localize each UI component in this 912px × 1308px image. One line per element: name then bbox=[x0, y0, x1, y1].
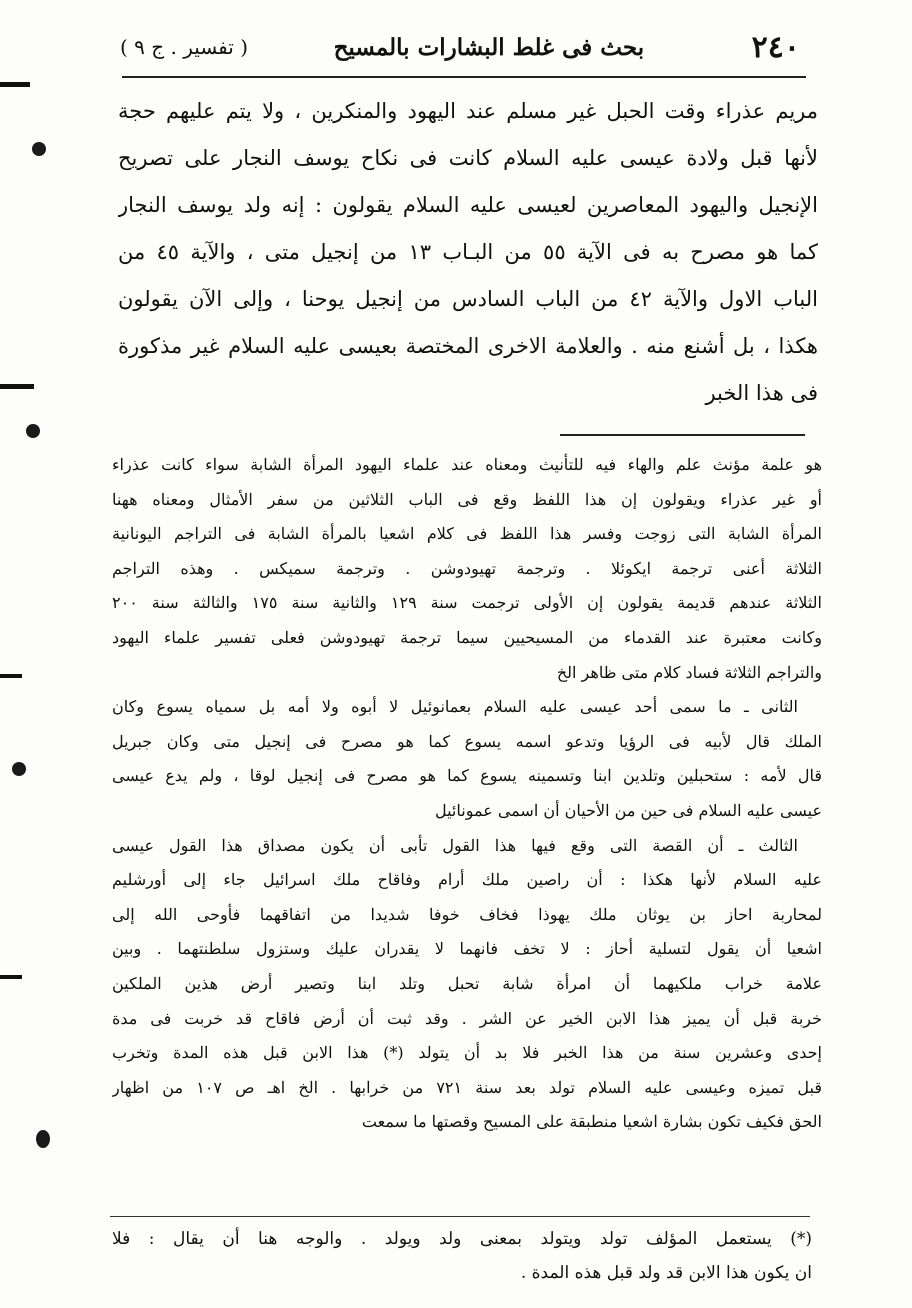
note-line: الملك قال لأبيه فى الرؤيا وتدعو اسمه يسوع كما هو مصرح فى إنجيل متى وكان جبريل bbox=[112, 731, 822, 751]
text-line: لأنها قبل ولادة عيسى عليه السلام كانت فى نكاح يوسف النجار على تصريح bbox=[118, 146, 818, 170]
note-line: والتراجم الثلاثة فساد كلام متى ظاهر الخ bbox=[556, 662, 822, 682]
note-line: قبل تميزه وعيسى عليه السلام تولد بعد سنة ٧٢١ من خرابها . الخ اهـ ص ١٠٧ من اظهار bbox=[112, 1077, 822, 1097]
note-line: الثلاثة أعنى ترجمة ايكوئلا . وترجمة تهيودوشن . وترجمة سميكس . وهذه التراجم bbox=[112, 558, 822, 578]
footnote bbox=[112, 1222, 812, 1290]
main-text bbox=[118, 88, 818, 417]
header-rule bbox=[122, 76, 806, 78]
text-line: مريم عذراء وقت الحبل غير مسلم عند اليهود والمنكرين ، ولا يتم عليهم حجة bbox=[118, 99, 818, 123]
page-number: ٢٤٠ bbox=[751, 29, 800, 65]
note-line: الحق فكيف تكون بشارة اشعيا منطبقة على المسيح وقصتها ما سمعت bbox=[361, 1112, 822, 1132]
text-line: الباب الاول والآية ٤٢ من الباب السادس من إنجيل يوحنا ، وإلى الآن يقولون bbox=[118, 287, 818, 311]
note-line: عيسى عليه السلام فى حين من الأحيان أن اسمى عمونائيل bbox=[434, 800, 822, 820]
text-line: هكذا ، بل أشنع منه . والعلامة الاخرى المختصة بعيسى عليه السلام غير مذكورة bbox=[118, 334, 818, 358]
text-line: كما هو مصرح به فى الآية ٥٥ من البـاب ١٣ من إنجيل متى ، والآية ٤٥ من bbox=[118, 240, 818, 264]
ink-blot bbox=[12, 762, 26, 776]
volume-reference: ( تفسير . ج ٩ ) bbox=[120, 35, 249, 59]
scan-mark bbox=[0, 975, 22, 979]
scan-mark bbox=[0, 674, 22, 678]
notes-block bbox=[112, 448, 822, 1140]
text-line: الإنجيل واليهود المعاصرين لعيسى عليه السلام يقولون : إنه ولد يوسف النجار bbox=[118, 193, 818, 217]
note-line: الثانى ـ ما سمى أحد عيسى عليه السلام بعمانوئيل لا أبوه ولا أمه بل سمياه يسوع وكان bbox=[112, 697, 798, 717]
note-line: أو غير عذراء ويقولون إن هذا اللفظ وقع فى الباب الثلاثين من سفر الأمثال ومعناه ههنا bbox=[112, 489, 822, 509]
note-line: هو علمة مؤنث علم والهاء فيه للتأنيث ومعناه عند علماء اليهود المرأة الشابة سواء كانت عذراء bbox=[112, 455, 822, 474]
ink-blot bbox=[36, 1130, 50, 1148]
text-line: فى هذا الخبر bbox=[705, 381, 818, 405]
note-line: إحدى وعشرين سنة من هذا الخبر فلا بد أن يتولد (*) هذا الابن قبل هذه المدة وتخرب bbox=[112, 1043, 822, 1063]
note-line: علامة خراب ملكيهما أن امرأة شابة تحبل وتلد ابنا وتصير أرض هذين الملكين bbox=[112, 973, 822, 993]
note-line: الثالث ـ أن القصة التى وقع فيها هذا القول تأبى أن يكون مصداق هذا القول عيسى bbox=[112, 835, 798, 855]
note-line: قال لأمه : ستحبلين وتلدين ابنا وتسمينه يسوع كما هو مصرح فى إنجيل لوقا ، ولم يدع عيسى bbox=[112, 766, 822, 786]
note-line: الثلاثة عندهم قديمة يقولون إن الأولى ترجمت سنة ١٢٩ والثانية سنة ١٧٥ والثالثة سنة ٢٠٠ bbox=[112, 593, 822, 613]
scan-mark bbox=[0, 82, 30, 87]
note-line: خربة قبل أن يميز هذا الابن الخير عن الشر . وقد ثبت أن أرض فاقاح قد خربت فى مدة bbox=[112, 1008, 822, 1028]
footnote-line: ان يكون هذا الابن قد ولد قبل هذه المدة . bbox=[520, 1263, 812, 1283]
note-line: عليه السلام لأنها هكذا : أن راصين ملك أرام وفاقاح ملك اسرائيل جاء إلى أورشليم bbox=[112, 870, 822, 890]
scan-mark bbox=[0, 384, 34, 389]
notes-separator bbox=[560, 434, 805, 436]
note-line: اشعيا أن يقول لتسلية أحاز : لا تخف فانهما لا يقدران عليك وستزول سلطنتهما . وبين bbox=[112, 939, 822, 959]
note-line: لمحاربة احاز بن يوثان ملك يهوذا فخاف خوفا شديدا من اتفاقهما فأوحى الله إلى bbox=[112, 904, 822, 924]
running-title: بحث فى غلط البشارات بالمسيح bbox=[333, 33, 645, 61]
note-line: المرأة الشابة التى زوجت وفسر هذا اللفظ فى كلام اشعيا بالمرأة الشابة فى التراجم اليونانية bbox=[112, 524, 822, 544]
running-header bbox=[120, 22, 800, 72]
note-line: وكانت معتبرة عند القدماء من المسيحيين سيما ترجمة تهيودوشن فعلى تفسير علماء اليهود bbox=[112, 627, 822, 647]
footnote-separator bbox=[110, 1216, 810, 1217]
ink-blot bbox=[32, 142, 46, 156]
ink-blot bbox=[26, 424, 40, 438]
footnote-line: (*) يستعمل المؤلف تولد ويتولد بمعنى ولد ويولد . والوجه هنا أن يقال : فلا bbox=[112, 1229, 812, 1249]
